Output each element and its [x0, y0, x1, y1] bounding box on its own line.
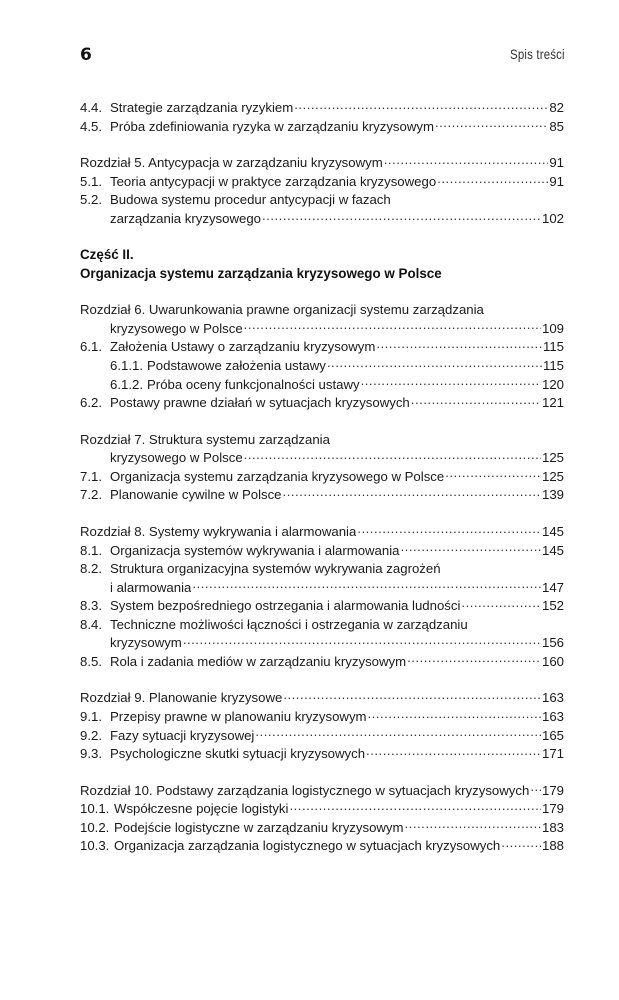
toc-entry[interactable] [80, 99, 564, 118]
toc-entry[interactable] [80, 800, 564, 819]
dot-leader [437, 173, 548, 186]
toc-chapter-entry[interactable] [80, 431, 564, 449]
entry-number: 9.1. [80, 708, 102, 724]
entry-title: Rola i zadania mediów w zarządzaniu kryzysowym [110, 653, 407, 669]
chapter-title: Rozdział 9. Planowanie kryzysowe [80, 690, 283, 706]
toc-entry[interactable] [80, 616, 564, 634]
chapter-title-line-1: Rozdział 7. Struktura systemu zarządzania [80, 431, 330, 447]
toc-chapter-continuation[interactable] [80, 320, 564, 339]
dot-leader [289, 800, 541, 813]
toc-entry[interactable] [80, 726, 564, 745]
toc-group-chapter-10 [80, 782, 564, 856]
dot-leader [368, 708, 541, 721]
toc-group-chapter-6 [80, 301, 564, 412]
part-label: Część II. [80, 247, 134, 263]
entry-page: 179 [541, 782, 564, 798]
toc-chapter-entry[interactable] [80, 523, 564, 542]
entry-page: 183 [541, 819, 564, 835]
entry-number: 8.2. [80, 560, 102, 576]
dot-leader [384, 154, 549, 167]
dot-leader [501, 837, 541, 850]
entry-number: 10.1. [80, 801, 110, 817]
chapter-title: Rozdział 8. Systemy wykrywania i alarmowania [80, 523, 357, 539]
entry-page: 156 [541, 635, 564, 651]
toc-entry[interactable] [80, 486, 564, 505]
dot-leader [407, 653, 541, 666]
entry-title-line-1: Budowa systemu procedur antycypacji w fazach [110, 192, 391, 208]
dot-leader [262, 210, 541, 223]
entry-page: 115 [542, 339, 564, 355]
toc-subentry[interactable] [80, 375, 564, 394]
entry-number: 4.4. [80, 100, 102, 116]
entry-title-line-2: kryzysowym [110, 635, 182, 651]
toc-chapter-entry[interactable] [80, 689, 564, 708]
toc-subentry[interactable] [80, 357, 564, 376]
entry-title: Organizacja zarządzania logistycznego w sytuacjach kryzysowych [114, 838, 501, 854]
dot-leader [357, 523, 541, 536]
entry-page: 125 [541, 468, 564, 484]
entry-title-line-2: i alarmowania [110, 579, 192, 595]
entry-page: 82 [549, 100, 564, 116]
entry-number: 9.2. [80, 727, 102, 743]
dot-leader [530, 782, 541, 795]
entry-title: Organizacja systemów wykrywania i alarmowania [110, 542, 400, 558]
toc-entry-continuation[interactable] [80, 210, 564, 229]
entry-number: 5.1. [80, 173, 102, 189]
dot-leader [244, 449, 541, 462]
toc-group-chapter-9 [80, 689, 564, 763]
entry-title: Postawy prawne działań w sytuacjach kryzysowych [110, 395, 410, 411]
toc-entry[interactable] [80, 653, 564, 672]
toc-entry[interactable] [80, 394, 564, 413]
toc-entry[interactable] [80, 173, 564, 192]
dot-leader [411, 394, 541, 407]
toc-entry[interactable] [80, 819, 564, 838]
entry-title: System bezpośredniego ostrzegania i alarmowania ludności [110, 598, 461, 614]
entry-number: 6.1.1. [110, 357, 143, 373]
dot-leader [376, 338, 542, 351]
dot-leader [283, 486, 541, 499]
entry-title: Próba zdefiniowania ryzyka w zarządzaniu kryzysowym [110, 118, 434, 134]
toc-entry-continuation[interactable] [80, 578, 564, 597]
dot-leader [435, 118, 548, 131]
entry-number: 10.2. [80, 819, 110, 835]
dot-leader [244, 320, 541, 333]
dot-leader [366, 745, 541, 758]
entry-title: Podstawowe założenia ustawy [147, 357, 326, 373]
entry-title-line-1: Techniczne możliwości łączności i ostrzegania w zarządzaniu [110, 616, 468, 632]
entry-title: Próba oceny funkcjonalności ustawy [147, 376, 360, 392]
entry-number: 9.3. [80, 746, 102, 762]
toc-entry[interactable] [80, 338, 564, 357]
chapter-title: Rozdział 10. Podstawy zarządzania logistycznego w sytuacjach kryzysowych [80, 782, 530, 798]
entry-number: 5.2. [80, 192, 102, 208]
entry-page: 179 [541, 801, 564, 817]
dot-leader [361, 375, 541, 388]
entry-page: 163 [541, 708, 564, 724]
entry-page: 171 [541, 746, 564, 762]
toc-entry[interactable] [80, 708, 564, 727]
entry-number: 8.1. [80, 542, 102, 558]
entry-title: Przepisy prawne w planowaniu kryzysowym [110, 708, 367, 724]
entry-page: 165 [541, 727, 564, 743]
toc-chapter-entry[interactable] [80, 301, 564, 319]
toc-group-chapter-8 [80, 523, 564, 671]
entry-title: Teoria antycypacji w praktyce zarządzania kryzysowego [110, 173, 437, 189]
entry-number: 6.1.2. [110, 376, 143, 392]
toc-group-chapter-4 [80, 99, 564, 136]
toc-entry[interactable] [80, 597, 564, 616]
toc-entry[interactable] [80, 468, 564, 487]
toc-chapter-entry[interactable] [80, 782, 564, 801]
entry-number: 8.3. [80, 598, 102, 614]
toc-entry[interactable] [80, 560, 564, 578]
chapter-title-line-2: kryzysowego w Polsce [110, 450, 243, 466]
dot-leader [405, 819, 541, 832]
entry-page: 160 [541, 653, 564, 669]
entry-page: 91 [549, 155, 564, 171]
toc-entry[interactable] [80, 541, 564, 560]
dot-leader [401, 541, 541, 554]
entry-number: 7.1. [80, 468, 102, 484]
entry-page: 139 [541, 487, 564, 503]
toc-group-chapter-7 [80, 431, 564, 505]
chapter-title-line-1: Rozdział 6. Uwarunkowania prawne organizacji systemu zarządzania [80, 302, 484, 318]
entry-number: 6.1. [80, 339, 102, 355]
toc-group-chapter-5 [80, 154, 564, 228]
entry-page: 91 [549, 173, 564, 189]
entry-title: Organizacja systemu zarządzania kryzysowego w Polsce [110, 468, 445, 484]
toc-entry-continuation[interactable] [80, 634, 564, 653]
entry-page: 163 [541, 690, 564, 706]
entry-page: 120 [541, 376, 564, 392]
entry-page: 102 [541, 210, 564, 226]
entry-title: Podejście logistyczne w zarządzaniu kryzysowym [114, 819, 404, 835]
dot-leader [255, 726, 541, 739]
entry-title: Planowanie cywilne w Polsce [110, 487, 282, 503]
page-number: 6 [80, 45, 92, 65]
toc-entry[interactable] [80, 191, 564, 209]
entry-title-line-2: zarządzania kryzysowego [110, 210, 261, 226]
entry-title: Założenia Ustawy o zarządzaniu kryzysowym [110, 339, 376, 355]
dot-leader [192, 578, 541, 591]
chapter-title: Rozdział 5. Antycypacja w zarządzaniu kryzysowym [80, 155, 383, 171]
entry-number: 10.3. [80, 838, 110, 854]
entry-title: Psychologiczne skutki sytuacji kryzysowych [110, 746, 366, 762]
entry-page: 85 [549, 118, 564, 134]
dot-leader [327, 357, 542, 370]
dot-leader [294, 99, 548, 112]
entry-page: 125 [541, 450, 564, 466]
dot-leader [461, 597, 541, 610]
toc-chapter-continuation[interactable] [80, 449, 564, 468]
entry-title: Współczesne pojęcie logistyki [114, 801, 289, 817]
entry-title: Fazy sytuacji kryzysowej [110, 727, 255, 743]
entry-number: 6.2. [80, 395, 102, 411]
entry-page: 147 [541, 579, 564, 595]
toc-entry[interactable] [80, 745, 564, 764]
entry-page: 109 [541, 320, 564, 336]
entry-number: 7.2. [80, 487, 102, 503]
part-heading [80, 246, 564, 283]
dot-leader [283, 689, 541, 702]
entry-number: 8.5. [80, 653, 102, 669]
entry-page: 145 [541, 542, 564, 558]
toc-entry[interactable] [80, 118, 564, 137]
entry-page: 188 [541, 838, 564, 854]
entry-page: 115 [542, 357, 564, 373]
entry-page: 145 [541, 523, 564, 539]
toc-chapter-entry[interactable] [80, 154, 564, 173]
table-of-contents [80, 99, 564, 874]
dot-leader [445, 468, 541, 481]
entry-page: 152 [541, 598, 564, 614]
entry-page: 121 [541, 395, 564, 411]
entry-number: 4.5. [80, 118, 102, 134]
part-title: Organizacja systemu zarządzania kryzysowego w Polsce [80, 265, 442, 281]
entry-number: 8.4. [80, 616, 102, 632]
entry-title-line-1: Struktura organizacyjna systemów wykrywania zagrożeń [110, 560, 441, 576]
dot-leader [183, 634, 541, 647]
running-head: Spis treści [510, 46, 565, 62]
entry-title: Strategie zarządzania ryzykiem [110, 100, 294, 116]
toc-entry[interactable] [80, 837, 564, 856]
chapter-title-line-2: kryzysowego w Polsce [110, 320, 243, 336]
